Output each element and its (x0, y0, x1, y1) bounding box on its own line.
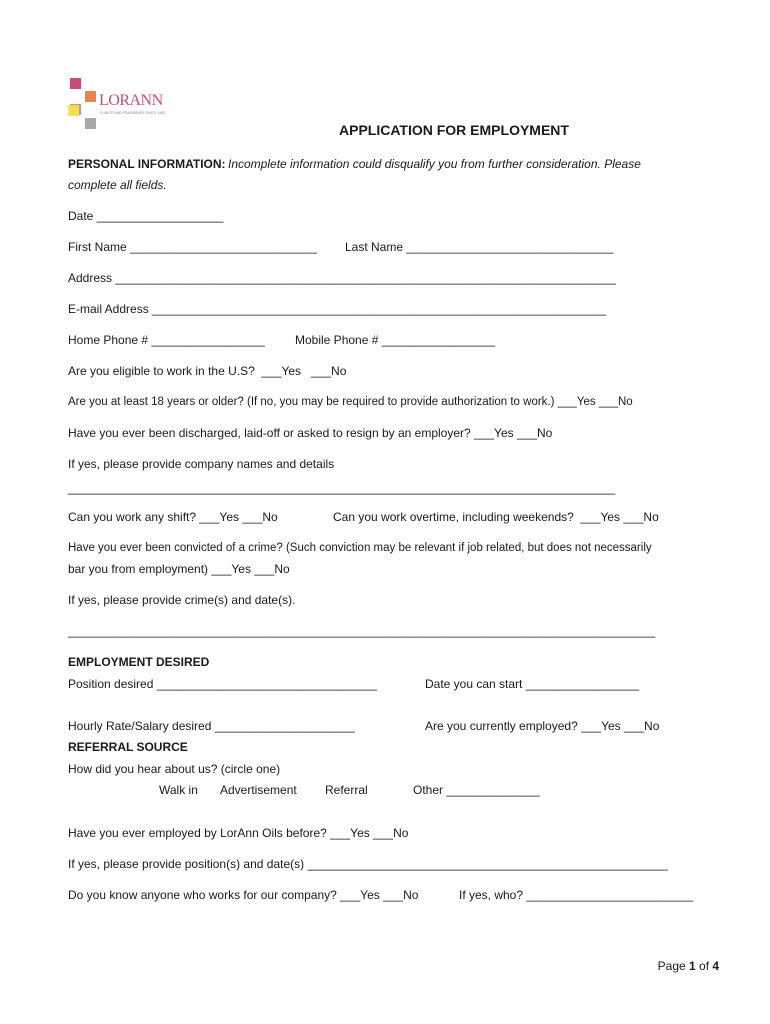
first-name-field[interactable]: First Name ____________________________ (68, 240, 317, 254)
logo-brand-text: LORANN (99, 92, 163, 109)
date-field[interactable]: Date ___________________ (68, 209, 224, 223)
referral-source-heading: REFERRAL SOURCE (68, 740, 188, 754)
email-field[interactable]: E-mail Address ____________________________________________________________________ (68, 302, 606, 316)
referral-option-referral[interactable]: Referral (325, 783, 368, 797)
page-total: 4 (712, 959, 720, 973)
page-title: APPLICATION FOR EMPLOYMENT (339, 122, 569, 138)
discharged-details-prompt: If yes, please provide company names and details (68, 457, 335, 471)
page-current: 1 (689, 959, 696, 973)
referral-option-other[interactable]: Other ______________ (413, 783, 540, 797)
address-field[interactable]: Address ___________________________________________________________________________ (68, 271, 616, 285)
crime-question-2[interactable]: bar you from employment) ___Yes ___No (68, 562, 290, 576)
employed-before-question[interactable]: Have you ever employed by LorAnn Oils before? ___Yes ___No (68, 826, 409, 840)
page-of: of (695, 959, 713, 973)
discharged-details-line[interactable]: __________________________________________________________________________________ (68, 481, 616, 495)
eligible-question[interactable]: Are you eligible to work in the U.S? ___Yes ___No (68, 364, 347, 378)
logo-square-orange (85, 91, 96, 102)
logo-square-yellow (68, 105, 79, 116)
personal-info-note-2: complete all fields. (68, 178, 167, 192)
employment-desired-heading: EMPLOYMENT DESIRED (68, 655, 210, 669)
personal-info-note-1: Incomplete information could disqualify you from further consideration. Please (228, 157, 641, 171)
know-anyone-question[interactable]: Do you know anyone who works for our company? ___Yes ___No (68, 888, 419, 902)
any-shift-question[interactable]: Can you work any shift? ___Yes ___No (68, 510, 278, 524)
position-desired-field[interactable]: Position desired _________________________________ (68, 677, 377, 691)
who-field[interactable]: If yes, who? _________________________ (459, 888, 694, 902)
referral-option-advertisement[interactable]: Advertisement (220, 783, 297, 797)
start-date-field[interactable]: Date you can start _________________ (425, 677, 640, 691)
age-question[interactable]: Are you at least 18 years or older? (If no, you may be required to provide authorization to work.) ___Yes ___No (68, 396, 633, 408)
crime-details-line[interactable]: ________________________________________________________________________________________ (68, 624, 656, 638)
crime-details-prompt: If yes, please provide crime(s) and date(s). (68, 593, 296, 607)
logo-square-grey (85, 118, 96, 129)
logo-tagline: FLAVOR AND FRAGRANCE SINCE 1962 (100, 111, 166, 115)
referral-question: How did you hear about us? (circle one) (68, 762, 281, 776)
overtime-question[interactable]: Can you work overtime, including weekends? ___Yes ___No (333, 510, 659, 524)
discharged-question[interactable]: Have you ever been discharged, laid-off or asked to resign by an employer? ___Yes ___No (68, 426, 553, 440)
page-number (651, 945, 719, 973)
personal-info-heading: PERSONAL INFORMATION: (68, 157, 226, 171)
referral-option-walk-in[interactable]: Walk in (159, 783, 198, 797)
currently-employed-question[interactable]: Are you currently employed? ___Yes ___No (425, 719, 660, 733)
page-prefix: Page (657, 959, 690, 973)
previous-positions-field[interactable]: If yes, please provide position(s) and date(s) ______________________________________________________ (68, 857, 668, 871)
mobile-phone-field[interactable]: Mobile Phone # _________________ (295, 333, 496, 347)
last-name-field[interactable]: Last Name _______________________________ (345, 240, 614, 254)
logo-square-magenta (70, 78, 81, 89)
salary-desired-field[interactable]: Hourly Rate/Salary desired _____________________ (68, 719, 355, 733)
company-logo (68, 76, 168, 132)
crime-question-1: Have you ever been convicted of a crime? (Such conviction may be relevant if job related, but does not necessarily (68, 542, 652, 554)
home-phone-field[interactable]: Home Phone # _________________ (68, 333, 265, 347)
